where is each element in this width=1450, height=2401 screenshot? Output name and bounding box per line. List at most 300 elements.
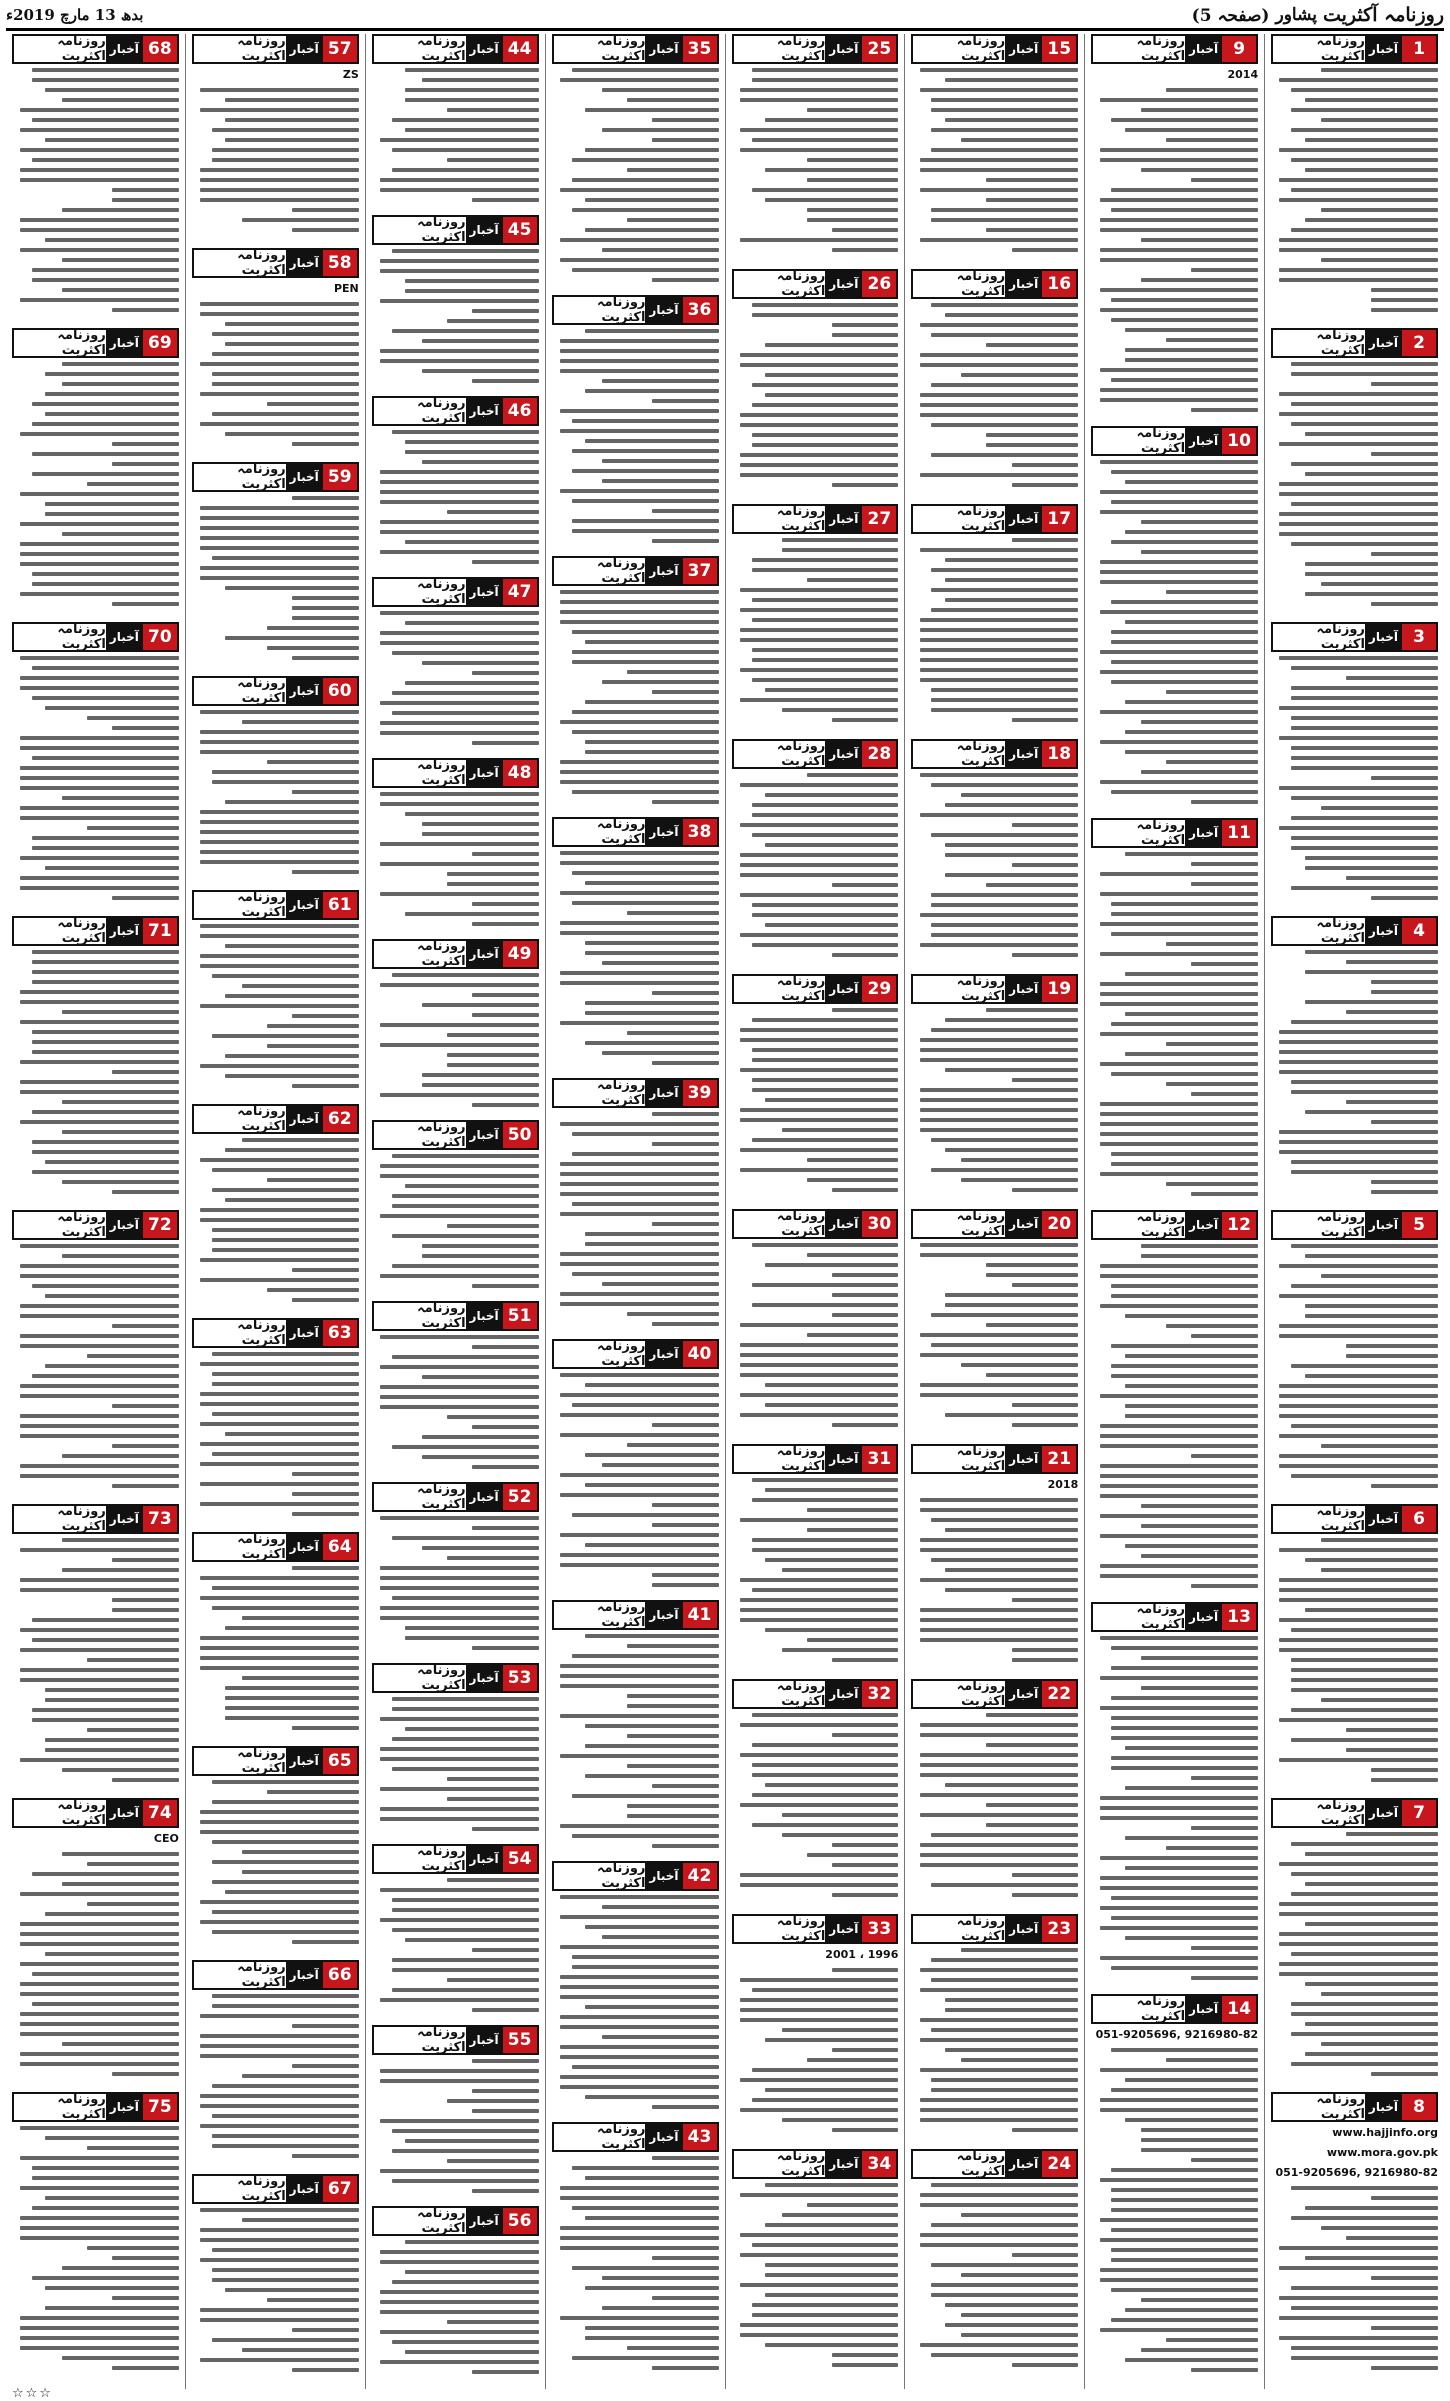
text-line — [1100, 1906, 1259, 1910]
news-item-body — [732, 1478, 899, 1662]
news-item-header — [372, 2206, 539, 2236]
text-line — [225, 1074, 359, 1078]
text-line — [405, 98, 539, 102]
text-line — [45, 1364, 179, 1368]
text-line — [1125, 1414, 1259, 1418]
text-line — [62, 1768, 179, 1772]
text-line — [392, 1154, 539, 1158]
text-line — [422, 661, 539, 665]
text-line — [945, 598, 1079, 602]
text-line — [945, 1303, 1079, 1307]
text-line — [585, 1724, 719, 1728]
text-line — [1279, 268, 1438, 272]
text-line — [1321, 1992, 1438, 1996]
news-item-label: روزنامہ اکثریت — [596, 556, 646, 586]
text-line — [112, 198, 179, 202]
news-item-header — [192, 2174, 359, 2204]
news-item-number: 23 — [1042, 1916, 1076, 1942]
text-line — [585, 951, 719, 955]
text-line — [392, 1898, 539, 1902]
text-line — [212, 2114, 359, 2118]
news-item-header — [732, 974, 899, 1004]
text-line — [200, 1830, 359, 1834]
text-line — [1371, 896, 1438, 900]
text-line — [1111, 378, 1258, 382]
text-line — [1321, 2042, 1438, 2046]
text-line — [32, 158, 179, 162]
text-line — [560, 1413, 719, 1417]
news-item-label: روزنامہ اکثریت — [237, 248, 286, 278]
text-line — [1305, 866, 1439, 870]
text-line — [380, 1023, 539, 1027]
text-line — [1100, 258, 1259, 262]
text-line — [740, 423, 899, 427]
text-line — [560, 891, 719, 895]
text-line — [380, 701, 539, 705]
text-line — [627, 1804, 719, 1808]
text-line — [1291, 1952, 1438, 1956]
text-line — [986, 1323, 1078, 1327]
text-line — [832, 1313, 899, 1317]
text-line — [920, 353, 1079, 357]
text-line — [267, 1044, 359, 1048]
text-line — [652, 2156, 719, 2160]
news-item-header — [732, 269, 899, 299]
text-line — [267, 1024, 359, 1028]
text-line — [572, 660, 719, 664]
text-line — [560, 1172, 719, 1176]
text-line — [20, 1384, 179, 1388]
text-line — [740, 88, 899, 92]
text-line — [986, 228, 1078, 232]
text-line — [1291, 716, 1438, 720]
text-line — [1111, 1022, 1258, 1026]
text-line — [1321, 118, 1438, 122]
text-line — [32, 1170, 179, 1174]
news-item-brand: آخبار — [106, 36, 143, 62]
text-line — [961, 1363, 1078, 1367]
news-item-label: روزنامہ اکثریت — [57, 2092, 106, 2122]
text-line — [472, 2089, 539, 2093]
news-item-header — [911, 1914, 1078, 1944]
text-line — [752, 558, 899, 562]
text-line — [945, 558, 1079, 562]
text-line — [62, 2356, 179, 2360]
news-item-brand: آخبار — [286, 250, 323, 276]
text-line — [20, 990, 179, 994]
text-line — [1191, 1946, 1258, 1950]
text-line — [740, 2323, 899, 2327]
news-item — [1091, 34, 1258, 420]
text-line — [87, 716, 179, 720]
text-line — [627, 1644, 719, 1648]
text-line — [560, 1985, 719, 1989]
text-line — [1012, 1078, 1079, 1082]
text-line — [1100, 368, 1259, 372]
text-line — [931, 2088, 1078, 2092]
text-line — [1291, 746, 1438, 750]
text-line — [627, 1764, 719, 1768]
text-line — [1291, 846, 1438, 850]
text-line — [832, 248, 899, 252]
news-item-label: روزنامہ اکثریت — [57, 34, 106, 64]
news-item-body — [1091, 852, 1258, 1196]
news-item-label: روزنامہ اکثریت — [596, 1600, 646, 1630]
news-item-number: 59 — [323, 464, 357, 490]
text-line — [931, 108, 1078, 112]
text-line — [765, 1383, 899, 1387]
text-line — [920, 1128, 1079, 1132]
news-item — [732, 2149, 899, 2378]
text-line — [1279, 412, 1438, 416]
text-line — [1141, 2298, 1258, 2302]
text-line — [1279, 1598, 1438, 1602]
text-line — [45, 2306, 179, 2310]
text-line — [87, 2146, 179, 2150]
news-item-number: 26 — [862, 271, 896, 297]
text-line — [560, 1754, 719, 1758]
text-line — [920, 473, 1079, 477]
news-item-body — [911, 1478, 1078, 1662]
text-line — [920, 1108, 1079, 1112]
text-line — [1100, 580, 1259, 584]
text-line — [20, 886, 179, 890]
text-line — [765, 1783, 899, 1787]
text-line — [807, 2203, 899, 2207]
text-line — [1125, 730, 1259, 734]
text-line — [931, 208, 1078, 212]
text-line — [931, 1168, 1078, 1172]
news-item-visible-text: 051-9205696, 9216980-82 — [1095, 2028, 1259, 2041]
text-line — [572, 901, 719, 905]
news-item-number: 69 — [143, 330, 177, 356]
news-item-body — [12, 2126, 179, 2370]
text-line — [1291, 2286, 1438, 2290]
news-item-label: روزنامہ اکثریت — [57, 1210, 106, 1240]
text-line — [740, 698, 899, 702]
news-item-brand: آخبار — [645, 36, 682, 62]
news-item-body — [372, 68, 539, 202]
text-line — [931, 923, 1078, 927]
text-line — [585, 2336, 719, 2340]
text-line — [752, 1498, 899, 1502]
news-item-brand: آخبار — [825, 1211, 862, 1237]
text-line — [212, 1238, 359, 1242]
text-line — [32, 1110, 179, 1114]
text-line — [87, 1728, 179, 1732]
news-item-brand: آخبار — [1185, 820, 1222, 846]
text-line — [1279, 78, 1438, 82]
text-line — [807, 1333, 899, 1337]
news-item-header — [552, 34, 719, 64]
text-line — [1305, 572, 1439, 576]
text-line — [380, 802, 539, 806]
text-line — [447, 2320, 539, 2324]
text-line — [740, 473, 899, 477]
text-line — [472, 379, 539, 383]
text-line — [1100, 982, 1259, 986]
text-line — [32, 422, 179, 426]
text-line — [1100, 952, 1259, 956]
text-line — [1291, 1872, 1438, 1876]
text-line — [765, 843, 899, 847]
news-item-label: روزنامہ اکثریت — [417, 758, 466, 788]
news-item — [192, 890, 359, 1098]
news-item-number: 47 — [503, 579, 537, 605]
news-item-label: روزنامہ اکثریت — [596, 1861, 646, 1891]
news-item — [552, 2122, 719, 2377]
text-line — [740, 363, 899, 367]
text-line — [380, 2250, 539, 2254]
text-line — [931, 1558, 1078, 1562]
text-line — [1166, 1324, 1258, 1328]
text-line — [945, 1568, 1079, 1572]
text-line — [832, 2048, 899, 2052]
news-column — [185, 34, 365, 2389]
text-line — [602, 2306, 719, 2310]
text-line — [380, 2360, 539, 2364]
news-item-brand: آخبار — [825, 2151, 862, 2177]
text-line — [1346, 1354, 1438, 1358]
news-item-number: 31 — [862, 1446, 896, 1472]
text-line — [945, 1998, 1079, 2002]
text-line — [1291, 1658, 1438, 1662]
text-line — [32, 68, 179, 72]
text-line — [1111, 1072, 1258, 1076]
text-line — [380, 1335, 539, 1339]
text-line — [1111, 1766, 1258, 1770]
news-item-header — [372, 2025, 539, 2055]
text-line — [931, 383, 1078, 387]
text-line — [572, 2065, 719, 2069]
text-line — [572, 790, 719, 794]
text-line — [1111, 1344, 1258, 1348]
text-line — [560, 409, 719, 413]
text-line — [1166, 1082, 1258, 1086]
news-item-number: 75 — [143, 2094, 177, 2120]
text-line — [1279, 442, 1438, 446]
news-item-header — [372, 1844, 539, 1874]
text-line — [267, 2298, 359, 2302]
text-line — [1100, 158, 1259, 162]
news-item-body — [192, 68, 359, 232]
news-item-header — [911, 1444, 1078, 1474]
news-item-number: 58 — [323, 250, 357, 276]
text-line — [32, 472, 179, 476]
news-item — [372, 215, 539, 390]
text-line — [1371, 1484, 1438, 1488]
news-item — [911, 739, 1078, 968]
news-item-header — [12, 1504, 179, 1534]
text-line — [447, 1033, 539, 1037]
text-line — [560, 1684, 719, 1688]
text-line — [1371, 2276, 1438, 2280]
news-item-number: 41 — [683, 1602, 717, 1628]
text-line — [20, 2216, 179, 2220]
news-item-number: 3 — [1402, 624, 1436, 650]
news-item-header — [1271, 1504, 1438, 1534]
news-item-body — [552, 68, 719, 282]
text-line — [572, 1403, 719, 1407]
text-line — [1012, 2128, 1079, 2132]
text-line — [782, 708, 899, 712]
text-line — [1305, 168, 1439, 172]
text-line — [45, 88, 179, 92]
text-line — [740, 638, 899, 642]
news-item-label: روزنامہ اکثریت — [417, 34, 466, 64]
news-item-number: 14 — [1222, 1996, 1256, 2022]
text-line — [380, 359, 539, 363]
news-item-body — [192, 2208, 359, 2372]
text-line — [392, 2340, 539, 2344]
text-line — [1371, 602, 1438, 606]
text-line — [292, 228, 359, 232]
news-item-header — [911, 739, 1078, 769]
news-item-header — [192, 676, 359, 706]
text-line — [1291, 2346, 1438, 2350]
text-line — [1305, 950, 1439, 954]
text-line — [945, 1293, 1079, 1297]
text-line — [572, 68, 719, 72]
text-line — [832, 1188, 899, 1192]
news-item-number: 16 — [1042, 271, 1076, 297]
text-line — [1291, 766, 1438, 770]
news-item-number: 34 — [862, 2151, 896, 2177]
text-line — [1279, 1030, 1438, 1034]
text-line — [20, 1090, 179, 1094]
text-line — [740, 2108, 899, 2112]
text-line — [752, 1988, 899, 1992]
text-line — [920, 1863, 1079, 1867]
text-line — [380, 178, 539, 182]
text-line — [1279, 1334, 1438, 1338]
text-line — [392, 2179, 539, 2183]
text-line — [1305, 218, 1439, 222]
text-line — [380, 520, 539, 524]
text-line — [765, 2273, 899, 2277]
text-line — [1305, 1852, 1439, 1856]
text-line — [200, 506, 359, 510]
text-line — [212, 1034, 359, 1038]
news-item-brand: آخبار — [1005, 741, 1042, 767]
text-line — [752, 1243, 899, 1247]
text-line — [807, 178, 899, 182]
text-line — [112, 726, 179, 730]
text-line — [752, 1793, 899, 1797]
text-line — [447, 510, 539, 514]
text-line — [472, 1827, 539, 1831]
text-line — [32, 78, 179, 82]
text-line — [920, 1353, 1079, 1357]
text-line — [200, 934, 359, 938]
text-line — [212, 352, 359, 356]
news-item-label: روزنامہ اکثریت — [237, 1104, 286, 1134]
news-item-header — [552, 1861, 719, 1891]
text-line — [1100, 248, 1259, 252]
text-line — [20, 1344, 179, 1348]
text-line — [1291, 2002, 1438, 2006]
news-item-body — [732, 1713, 899, 1897]
news-item-body — [1271, 68, 1438, 312]
text-line — [931, 1883, 1078, 1887]
news-item-number: 35 — [683, 36, 717, 62]
text-line — [87, 1902, 179, 1906]
text-line — [1291, 726, 1438, 730]
text-line — [212, 2004, 359, 2008]
text-line — [920, 1243, 1079, 1247]
text-line — [1291, 1080, 1438, 1084]
news-item-label: روزنامہ اکثریت — [417, 1301, 466, 1331]
news-item-header — [12, 2092, 179, 2122]
text-line — [1305, 970, 1439, 974]
text-line — [447, 108, 539, 112]
news-item-header — [732, 1679, 899, 1709]
news-item-number: 48 — [503, 760, 537, 786]
text-line — [807, 158, 899, 162]
footer-stars: ☆☆☆ — [12, 2386, 53, 2401]
text-line — [1321, 208, 1438, 212]
text-line — [585, 198, 719, 202]
text-line — [560, 1212, 719, 1216]
text-line — [472, 993, 539, 997]
text-line — [1305, 1000, 1439, 1004]
text-line — [1141, 2128, 1258, 2132]
text-line — [20, 2326, 179, 2330]
news-item-brand: آخبار — [466, 217, 503, 243]
news-item — [911, 974, 1078, 1203]
text-line — [405, 912, 539, 916]
news-item-label: روزنامہ اکثریت — [237, 1960, 286, 1990]
text-line — [740, 1518, 899, 1522]
text-line — [931, 98, 1078, 102]
text-line — [752, 618, 899, 622]
text-line — [242, 2074, 359, 2078]
news-item-body — [1271, 1244, 1438, 1488]
news-item — [732, 1914, 899, 2143]
text-line — [422, 369, 539, 373]
text-line — [740, 863, 899, 867]
text-line — [1279, 238, 1438, 242]
text-line — [1291, 886, 1438, 890]
news-item-brand: آخبار — [1365, 918, 1402, 944]
text-line — [920, 1733, 1079, 1737]
text-line — [20, 2022, 179, 2026]
text-line — [572, 2266, 719, 2270]
text-line — [961, 2273, 1078, 2277]
text-line — [572, 2356, 719, 2360]
text-line — [20, 228, 179, 232]
text-line — [1111, 2198, 1258, 2202]
news-item-header — [732, 739, 899, 769]
news-item-number: 68 — [143, 36, 177, 62]
text-line — [292, 496, 359, 500]
text-line — [627, 218, 719, 222]
news-item — [911, 504, 1078, 733]
news-item-number: 71 — [143, 918, 177, 944]
text-line — [112, 1404, 179, 1408]
text-line — [1012, 1423, 1079, 1427]
text-line — [560, 861, 719, 865]
text-line — [392, 329, 539, 333]
text-line — [920, 2193, 1079, 2197]
news-item-label: روزنامہ اکثریت — [417, 577, 466, 607]
text-line — [1291, 1090, 1438, 1094]
text-line — [560, 1493, 719, 1497]
text-line — [931, 1958, 1078, 1962]
text-line — [1012, 463, 1079, 467]
text-line — [32, 118, 179, 122]
text-line — [986, 883, 1078, 887]
